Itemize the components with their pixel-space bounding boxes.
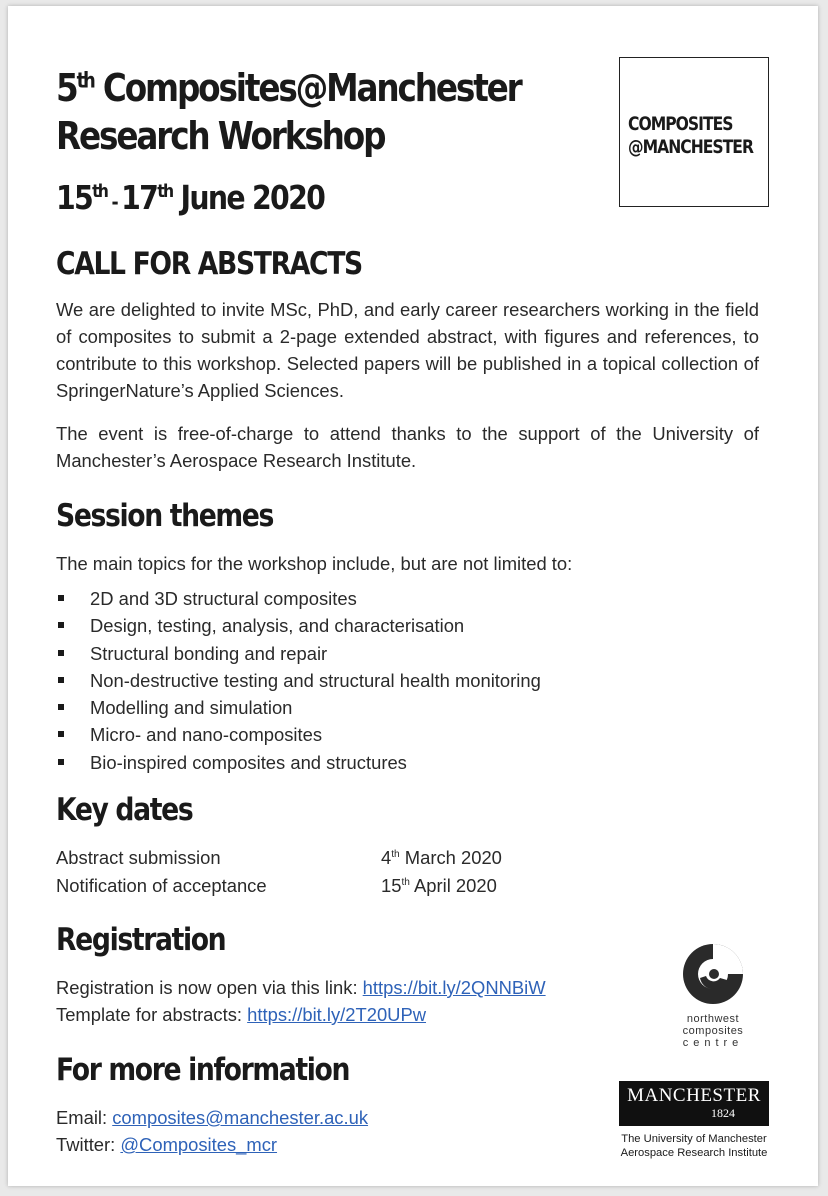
twitter-line: Twitter: @Composites_mcr [56,1134,278,1155]
registration-line: Registration is now open via this link: https://bit.ly/2QNNBiW [56,977,546,998]
call-paragraph-1: We are delighted to invite MSc, PhD, and early career researchers working in the field of composites to submit a 2-page extended abstract, with figures and references, to contribute to this workshop. Selected papers will be published in a topical collection of SpringerNature’s Applied Sciences. [56,299,759,401]
nwcc-line-2: composites [682,1025,744,1037]
list-item: 2D and 3D structural composites [56,585,541,612]
nwcc-line-1: northwest [686,1013,740,1025]
list-item: Structural bonding and repair [56,640,541,667]
email-link[interactable]: composites@manchester.ac.uk [112,1107,369,1128]
nwcc-emblem-icon [678,938,748,1008]
list-item: Modelling and simulation [56,694,541,721]
logo-line-2: @MANCHESTER [628,136,753,158]
university-of-manchester-logo [619,1081,769,1126]
nwcc-line-3: centre [682,1037,744,1049]
list-item: Micro- and nano-composites [56,721,541,748]
themes-intro: The main topics for the workshop include, but are not limited to: [56,553,573,574]
registration-link[interactable]: https://bit.ly/2QNNBiW [362,977,546,998]
page-title: 5th Composites@Manchester Research Workshop [56,66,521,158]
composites-manchester-logo [619,57,769,207]
more-info-heading: For more information [56,1052,350,1088]
themes-heading: Session themes [56,498,274,534]
call-heading: CALL FOR ABSTRACTS [56,246,362,282]
template-link[interactable]: https://bit.ly/2T20UPw [247,1004,427,1025]
template-line: Template for abstracts: https://bit.ly/2T20UPw [56,1004,427,1025]
email-line: Email: composites@manchester.ac.uk [56,1107,369,1128]
event-dates: 15th - 17th June 2020 [56,178,325,217]
twitter-link[interactable]: @Composites_mcr [120,1134,278,1155]
logo-line-1: COMPOSITES [628,113,733,135]
manchester-wordmark: MANCHESTER [627,1085,761,1106]
key-dates-heading: Key dates [56,792,193,828]
manchester-year: 1824 [711,1106,735,1120]
poster-page: 5th Composites@Manchester Research Workshop 15th - 17th June 2020 COMPOSITES @MANCHESTER CALL FOR ABSTRACTS We are delighted to invite MSc, PhD, and early career researchers working in the field of composites to submit a 2-page extended abstract, with figures and references, to contribute to this workshop. Selected papers will be published in a topical collection of SpringerNature’s Applied Sciences. The event is free-of-charge to attend thanks to the support of the University of Manchester’s Aerospace Research Institute. Session themes The main topics for the workshop include, but are not limited to: 2D and 3D structural composites Design, testing, analysis, and characterisation Structural bonding and repair Non-destructive testing and structural health monitoring Modelling and simulation Micro- and nano-composites Bio-inspired composites and structures Key dates Abstract submission 4th March 2020 Notification of acceptance 15th April 2020 Registration Registration is now open via this link: https://bit.ly/2QNNBiW Template for abstracts: https://bit.ly/2T20UPw For more information Email: composites@manchester.ac.uk Twitter: @Composites_mcr northwest composites centre MANCHESTER 1824 The University of Manchester Aerospace Research Institute [8,6,818,1186]
northwest-composites-centre-logo [668,938,758,1049]
registration-heading: Registration [56,922,226,958]
aerospace-institute-caption: The University of Manchester Aerospace Research Institute [620,1133,768,1159]
list-item: Design, testing, analysis, and characterisation [56,612,541,639]
call-paragraph-2: The event is free-of-charge to attend thanks to the support of the University of Manchester’s Aerospace Research Institute. [56,423,759,471]
list-item: Bio-inspired composites and structures [56,749,541,776]
list-item: Non-destructive testing and structural health monitoring [56,667,541,694]
themes-list [56,585,541,776]
